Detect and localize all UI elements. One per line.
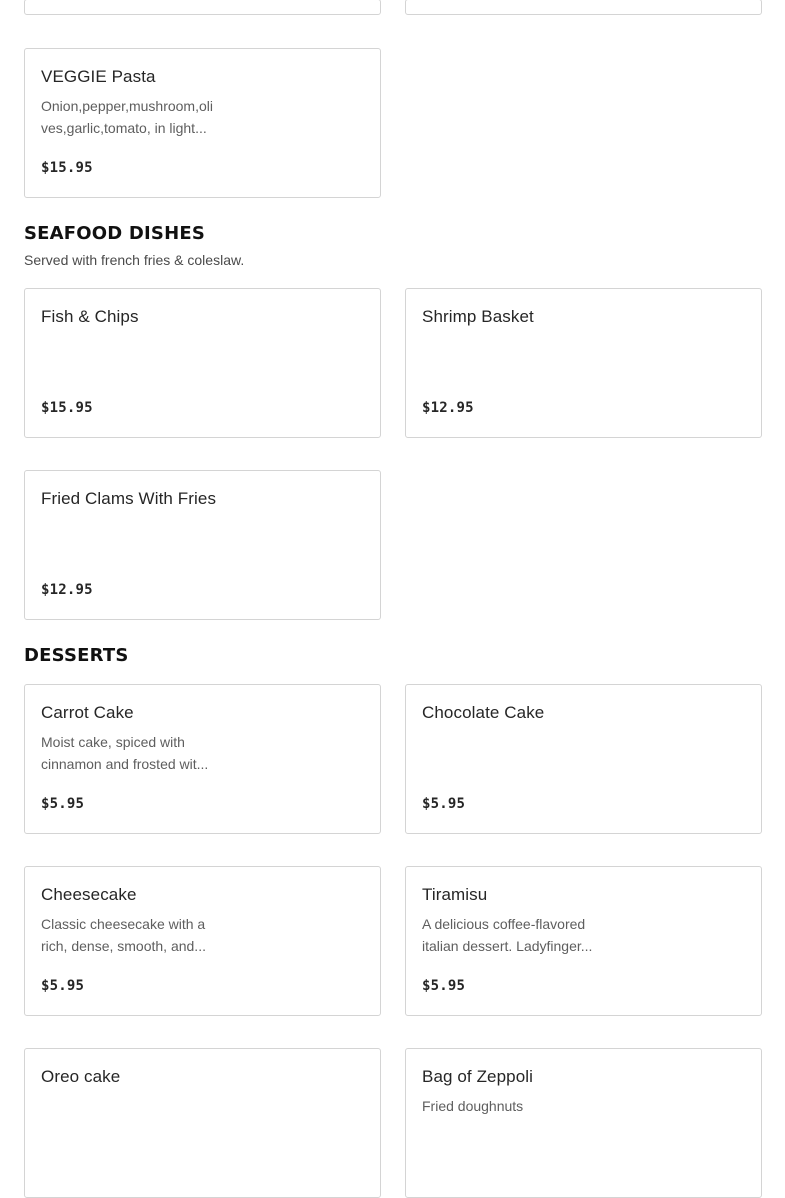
menu-item-price: $12.95 [41, 582, 93, 598]
section-subtitle: Served with french fries & coleslaw. [24, 252, 245, 268]
menu-item-card[interactable] [24, 48, 381, 198]
menu-item-card[interactable] [405, 0, 762, 15]
menu-item-price: $15.95 [41, 400, 93, 416]
description-line: Classic cheesecake with a [41, 916, 206, 932]
menu-item-description [41, 731, 231, 775]
menu-item-name: VEGGIE Pasta [41, 67, 156, 86]
menu-item-description [41, 913, 231, 957]
menu-item-name: Shrimp Basket [422, 307, 534, 326]
menu-item-card[interactable] [405, 684, 762, 834]
description-line: cinnamon and frosted wit... [41, 756, 209, 772]
menu-item-card[interactable] [405, 1048, 762, 1198]
menu-item-card[interactable] [24, 470, 381, 620]
description-line: italian dessert. Ladyfinger... [422, 938, 593, 954]
menu-item-price: $15.95 [41, 160, 93, 176]
menu-item-price: $5.95 [41, 796, 85, 812]
menu-item-name: Chocolate Cake [422, 703, 545, 722]
menu-item-description [41, 95, 231, 139]
menu-item-name: Cheesecake [41, 885, 137, 904]
menu-item-price: $5.95 [422, 796, 466, 812]
description-line: Fried doughnuts [422, 1098, 524, 1114]
menu-item-name: Fish & Chips [41, 307, 139, 326]
menu-item-name: Bag of Zeppoli [422, 1067, 534, 1086]
menu-item-description [422, 1095, 612, 1117]
menu-item-price: $5.95 [422, 978, 466, 994]
description-line: Moist cake, spiced with [41, 734, 185, 750]
menu-item-name: Fried Clams With Fries [41, 489, 217, 508]
menu-item-name: Carrot Cake [41, 703, 134, 722]
menu-item-card[interactable] [24, 684, 381, 834]
menu-item-card[interactable] [24, 1048, 381, 1198]
menu-item-card[interactable] [405, 288, 762, 438]
description-line: Onion,pepper,mushroom,oli [41, 98, 213, 114]
section-title: DESSERTS [24, 645, 129, 666]
description-line: ves,garlic,tomato, in light... [41, 120, 207, 136]
menu-item-card[interactable] [405, 866, 762, 1016]
menu-item-price: $5.95 [41, 978, 85, 994]
menu-item-price: $12.95 [422, 400, 474, 416]
description-line: A delicious coffee-flavored [422, 916, 586, 932]
menu-item-card[interactable] [24, 866, 381, 1016]
description-line: rich, dense, smooth, and... [41, 938, 206, 954]
section-title: SEAFOOD DISHES [24, 223, 206, 244]
menu-item-card[interactable] [24, 0, 381, 15]
menu-item-card[interactable] [24, 288, 381, 438]
menu-item-description [422, 913, 612, 957]
menu-item-name: Oreo cake [41, 1067, 121, 1086]
menu-item-name: Tiramisu [422, 885, 488, 904]
